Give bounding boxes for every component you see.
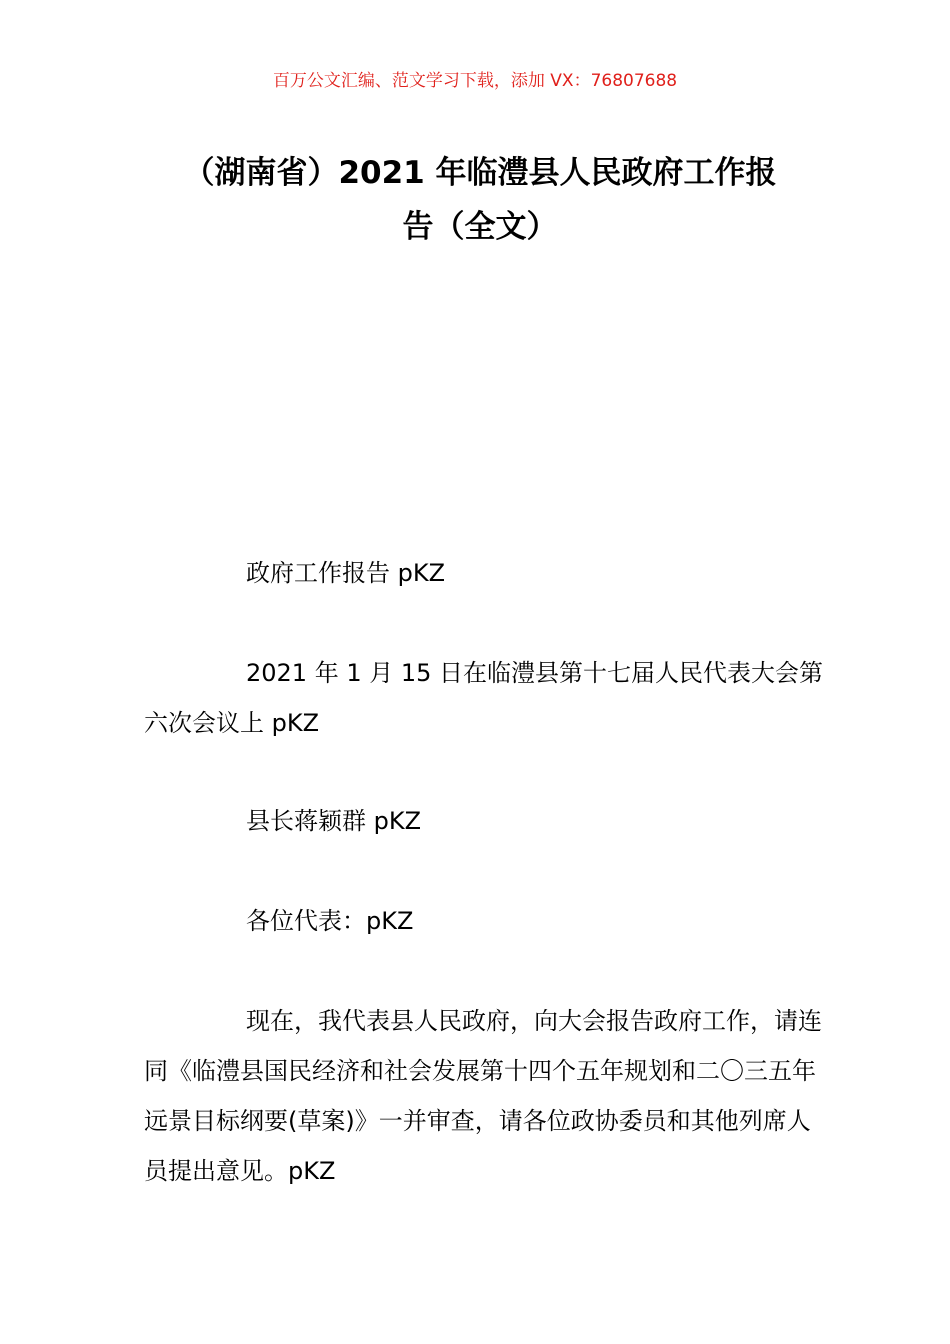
paragraph-text: 现在，我代表县人民政府，向大会报告政府工作，请连同《临澧县国民经济和社会发展第十四个五年规划和二〇三五年远景目标纲要(草案)》一并审查，请各位政协委员和其他列席人员提出意见。pKZ [144, 1007, 822, 1185]
paragraph-text: 各位代表：pKZ [246, 907, 414, 935]
paragraph-text: 政府工作报告 pKZ [246, 559, 446, 587]
paragraph-meeting-date [144, 648, 824, 748]
paragraph-opening [144, 996, 824, 1196]
paragraph-salutation [144, 896, 824, 946]
title-line-1: （湖南省）2021 年临澧县人民政府工作报 [183, 155, 777, 191]
paragraph-speaker [144, 796, 824, 846]
header-promo-note: 百万公文汇编、范文学习下载，添加 VX：76807688 [272, 71, 678, 91]
title-line-2: 告（全文） [402, 209, 558, 245]
paragraph-report-name [144, 548, 824, 598]
document-title [150, 146, 810, 254]
paragraph-text: 2021 年 1 月 15 日在临澧县第十七届人民代表大会第六次会议上 pKZ [144, 659, 824, 737]
paragraph-text: 县长蒋颖群 pKZ [246, 807, 422, 835]
